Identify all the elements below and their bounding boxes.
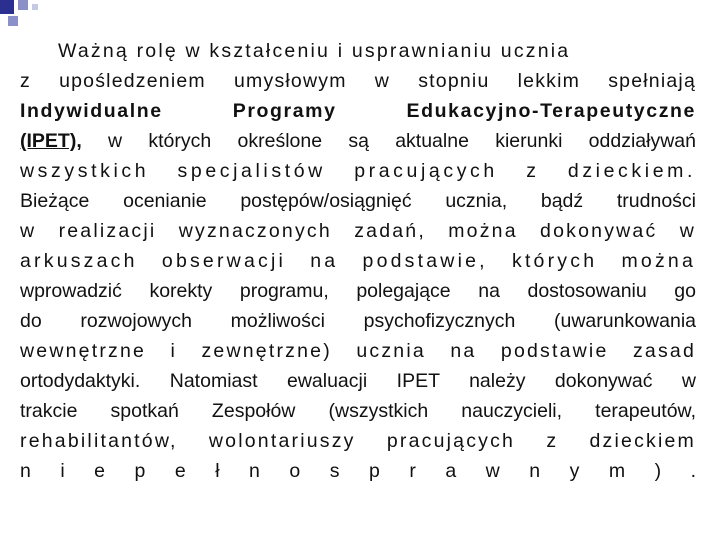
text-line-6: Bieżące ocenianie postępów/osiągnięć ucznia, bądź trudności bbox=[20, 190, 696, 212]
text-line-10: do rozwojowych możliwości psychofizycznych (uwarunkowania bbox=[20, 310, 696, 332]
corner-square-1 bbox=[0, 0, 14, 14]
text-line-7: w realizacji wyznaczonych zadań, można dokonywać w bbox=[20, 220, 696, 242]
text-line-15: n i e p e ł n o s p r a w n y m ) . bbox=[20, 460, 696, 482]
text-line-5: wszystkich specjalistów pracujących z dzieckiem. bbox=[20, 160, 696, 182]
text-line-13: trakcie spotkań Zespołów (wszystkich nauczycieli, terapeutów, bbox=[20, 400, 696, 422]
corner-squares-decoration bbox=[0, 0, 60, 40]
text-line-4-rest: w których określone są aktualne kierunki oddziaływań bbox=[81, 130, 696, 152]
ipet-abbreviation: (IPET), bbox=[20, 130, 82, 152]
text-line-12: ortodydaktyki. Natomiast ewaluacji IPET należy dokonywać w bbox=[20, 370, 696, 392]
text-line-2: z upośledzeniem umysłowym w stopniu lekkim spełniają bbox=[20, 70, 696, 92]
corner-square-4 bbox=[32, 4, 38, 10]
text-line-4 bbox=[20, 126, 696, 156]
corner-square-3 bbox=[8, 16, 18, 26]
text-line-11: wewnętrzne i zewnętrzne) ucznia na podstawie zasad bbox=[20, 340, 696, 362]
text-line-9: wprowadzić korekty programu, polegające na dostosowaniu go bbox=[20, 280, 696, 302]
text-line-1: Ważną rolę w kształceniu i usprawnianiu ucznia bbox=[58, 40, 571, 62]
slide-body-text bbox=[20, 36, 696, 486]
text-line-14: rehabilitantów, wolontariuszy pracujących z dzieckiem bbox=[20, 430, 696, 452]
text-line-3-program-name: Indywidualne Programy Edukacyjno-Terapeutyczne bbox=[20, 100, 696, 122]
text-line-8: arkuszach obserwacji na podstawie, których można bbox=[20, 250, 696, 272]
corner-square-2 bbox=[18, 0, 28, 10]
